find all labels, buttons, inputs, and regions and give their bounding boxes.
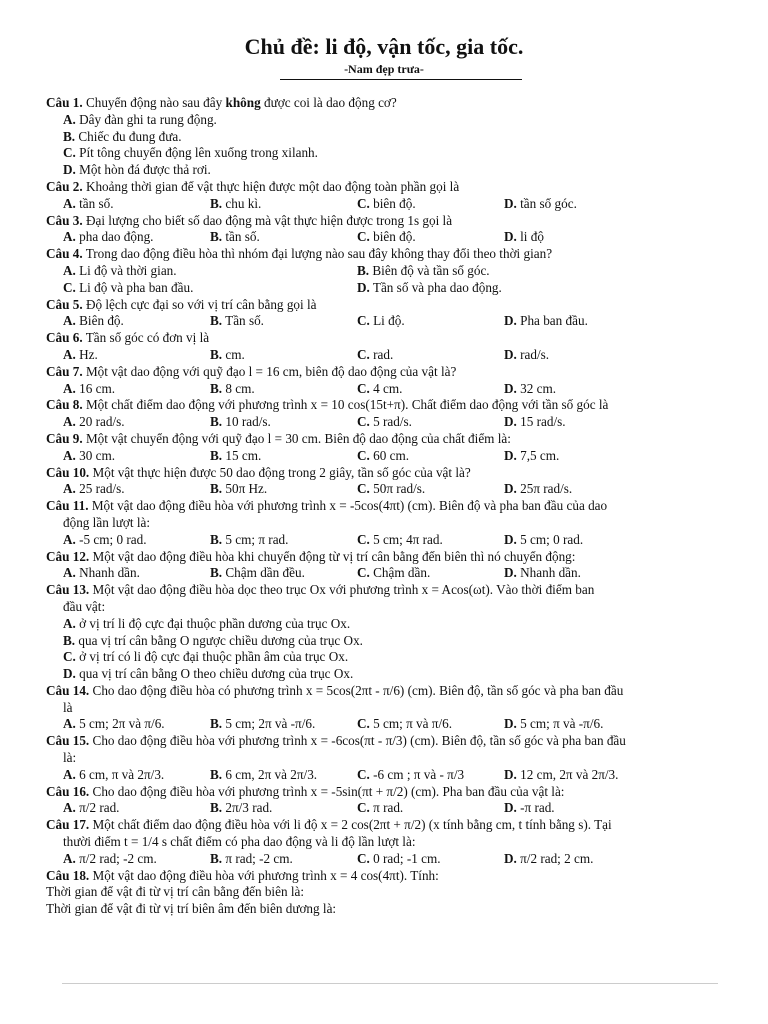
- question-list: [46, 95, 726, 918]
- question-text: Một vật dao động với quỹ đạo l = 16 cm, biên độ dao động của vật là?: [82, 363, 457, 379]
- question-stem: [46, 733, 726, 750]
- option-text: Chậm dần.: [369, 565, 431, 581]
- answer-option: [63, 633, 726, 650]
- option-key: D.: [504, 850, 517, 866]
- question-number: Câu 11.: [46, 498, 89, 514]
- option-group: [46, 851, 726, 868]
- question-text: Một vật dao động điều hòa với phương trình x = -5cos(4πt) (cm). Biên độ và pha ban đầu của dao: [88, 498, 608, 514]
- option-text: cm.: [222, 346, 245, 362]
- answer-option: [63, 129, 726, 146]
- option-group: [46, 381, 726, 398]
- question-continuation: thười điểm t = 1/4 s chất điểm có pha dao động và li độ lần lượt là:: [63, 834, 416, 850]
- option-key: D.: [504, 766, 517, 782]
- answer-option: [63, 112, 726, 129]
- option-text: Tần số và pha dao động.: [369, 279, 502, 295]
- answer-option: [210, 716, 357, 733]
- option-group: [46, 616, 726, 683]
- question-number: Câu 15.: [46, 733, 90, 749]
- option-text: π/2 rad; -2 cm.: [75, 850, 157, 866]
- option-key: D.: [504, 481, 517, 497]
- question-text: Một vật dao động điều hòa dọc theo trục Ox với phương trình x = Acos(ωt). Vào thời điểm ban: [89, 582, 595, 598]
- option-text: Hz.: [75, 346, 98, 362]
- option-text: π/2 rad; 2 cm.: [516, 850, 594, 866]
- question-line: Thời gian để vật đi từ vị trí cân bằng đến biên là:: [46, 884, 305, 900]
- option-key: C.: [357, 447, 370, 463]
- answer-option: [357, 347, 504, 364]
- answer-option: [357, 263, 651, 280]
- option-key: C.: [357, 229, 370, 245]
- answer-option: [63, 666, 726, 683]
- question-stem: [46, 95, 726, 112]
- question-number: Câu 5.: [46, 296, 83, 312]
- option-key: B.: [210, 447, 223, 463]
- answer-option: [357, 767, 504, 784]
- question-text: Một vật chuyển động với quỹ đạo l = 30 cm. Biên độ dao động của chất điểm là:: [82, 430, 511, 446]
- option-text: 16 cm.: [75, 380, 116, 396]
- option-text: pha dao động.: [75, 229, 154, 245]
- option-key: A.: [63, 380, 76, 396]
- option-group: [46, 448, 726, 465]
- option-group: [46, 229, 726, 246]
- option-key: A.: [63, 414, 76, 430]
- option-key: C.: [357, 380, 370, 396]
- question-stem: [46, 330, 726, 347]
- answer-option: [63, 381, 210, 398]
- option-key: C.: [357, 565, 370, 581]
- option-text: π rad; -2 cm.: [222, 850, 293, 866]
- answer-option: [357, 532, 504, 549]
- option-text: 8 cm.: [222, 380, 255, 396]
- answer-option: [504, 716, 651, 733]
- question-number: Câu 9.: [46, 430, 83, 446]
- question-number: Câu 12.: [46, 548, 90, 564]
- option-key: C.: [357, 850, 370, 866]
- answer-option: [504, 851, 651, 868]
- answer-option: [210, 767, 357, 784]
- question-stem: [46, 868, 726, 885]
- question-continuation: là: [63, 699, 73, 715]
- option-key: D.: [504, 447, 517, 463]
- answer-option: [504, 381, 651, 398]
- option-key: B.: [63, 632, 76, 648]
- option-text: 5 cm; π và -π/6.: [516, 716, 604, 732]
- question-stem: [46, 246, 726, 263]
- option-key: D.: [504, 229, 517, 245]
- option-text: chu kì.: [222, 195, 262, 211]
- option-key: A.: [63, 229, 76, 245]
- question-number: Câu 6.: [46, 330, 83, 346]
- option-key: A.: [63, 447, 76, 463]
- title-divider: [280, 79, 522, 80]
- answer-option: [210, 851, 357, 868]
- option-key: D.: [63, 666, 76, 682]
- answer-option: [210, 347, 357, 364]
- option-text: rad.: [369, 346, 394, 362]
- option-key: C.: [357, 346, 370, 362]
- option-group: [46, 347, 726, 364]
- option-text: rad/s.: [516, 346, 550, 362]
- question-text: Một chất điểm dao động điều hòa với li độ x = 2 cos(2πt + π/2) (x tính bằng cm, t tính bằng s). Tại: [89, 817, 612, 833]
- option-key: D.: [63, 162, 76, 178]
- option-key: D.: [504, 531, 517, 547]
- question-text: Trong dao động điều hòa thì nhóm đại lượng nào sau đây không thay đổi theo thời gian?: [82, 246, 553, 262]
- answer-option: [504, 565, 651, 582]
- option-group: [46, 532, 726, 549]
- option-key: C.: [357, 195, 370, 211]
- option-key: D.: [357, 279, 370, 295]
- option-key: A.: [63, 615, 76, 631]
- answer-option: [63, 616, 726, 633]
- question-stem: [46, 498, 726, 515]
- answer-option: [357, 229, 504, 246]
- option-key: A.: [63, 766, 76, 782]
- option-text: li độ: [516, 229, 544, 245]
- option-text: biên độ.: [369, 229, 416, 245]
- question-number: Câu 14.: [46, 682, 90, 698]
- question-stem: [46, 465, 726, 482]
- question-number: Câu 2.: [46, 178, 83, 194]
- option-text: -5 cm; 0 rad.: [75, 531, 147, 547]
- option-key: D.: [504, 195, 517, 211]
- question-continuation: động lần lượt là:: [63, 514, 151, 530]
- option-text: 6 cm, π và 2π/3.: [75, 766, 165, 782]
- option-key: B.: [210, 800, 223, 816]
- option-text: Li độ.: [369, 313, 405, 329]
- option-text: 5 cm; 0 rad.: [516, 531, 584, 547]
- option-text: Pít tông chuyển động lên xuống trong xilanh.: [75, 145, 318, 161]
- option-key: B.: [210, 229, 223, 245]
- answer-option: [357, 414, 504, 431]
- option-text: 5 cm; π rad.: [222, 531, 289, 547]
- answer-option: [210, 196, 357, 213]
- answer-option: [63, 145, 726, 162]
- option-text: 5 cm; 4π rad.: [369, 531, 443, 547]
- option-key: D.: [504, 800, 517, 816]
- question-stem: [46, 582, 726, 599]
- option-key: C.: [63, 279, 76, 295]
- option-key: B.: [210, 380, 223, 396]
- option-text: Pha ban đầu.: [516, 313, 588, 329]
- option-text: 2π/3 rad.: [222, 800, 273, 816]
- option-key: B.: [210, 716, 223, 732]
- answer-option: [504, 196, 651, 213]
- answer-option: [63, 767, 210, 784]
- option-key: B.: [210, 313, 223, 329]
- option-key: A.: [63, 800, 76, 816]
- option-key: C.: [357, 313, 370, 329]
- question-number: Câu 17.: [46, 817, 90, 833]
- option-key: D.: [504, 346, 517, 362]
- option-text: Chiếc đu đung đưa.: [75, 128, 182, 144]
- answer-option: [357, 448, 504, 465]
- option-text: 6 cm, 2π và 2π/3.: [222, 766, 318, 782]
- option-group: [46, 800, 726, 817]
- option-key: B.: [63, 128, 76, 144]
- question-stem: [46, 213, 726, 230]
- option-group: [46, 263, 726, 297]
- option-text: 5 cm; 2π và -π/6.: [222, 716, 316, 732]
- page-title: Chủ đề: li độ, vận tốc, gia tốc.: [244, 34, 524, 59]
- footer-divider: [62, 983, 718, 984]
- option-text: Nhanh dần.: [75, 565, 140, 581]
- option-key: D.: [504, 565, 517, 581]
- question-text: Tần số góc có đơn vị là: [82, 330, 210, 346]
- question-stem: [46, 297, 726, 314]
- question-line: Thời gian để vật đi từ vị trí biên âm đến biên dương là:: [46, 901, 337, 917]
- option-key: A.: [63, 313, 76, 329]
- option-key: C.: [63, 649, 76, 665]
- option-text: Li độ và thời gian.: [75, 262, 177, 278]
- option-text: 5 cm; 2π và π/6.: [75, 716, 165, 732]
- option-group: [46, 414, 726, 431]
- answer-option: [504, 229, 651, 246]
- answer-option: [210, 800, 357, 817]
- question-text: Cho dao động điều hòa có phương trình x = 5cos(2πt - π/6) (cm). Biên độ, tần số góc và pha ban đầu: [89, 682, 624, 698]
- question-emphasis: không: [225, 95, 261, 110]
- option-text: biên độ.: [369, 195, 416, 211]
- option-text: -π rad.: [516, 800, 555, 816]
- answer-option: [504, 414, 651, 431]
- answer-option: [63, 481, 210, 498]
- answer-option: [63, 162, 726, 179]
- answer-option: [357, 313, 504, 330]
- answer-option: [504, 347, 651, 364]
- option-key: C.: [357, 716, 370, 732]
- option-text: Một hòn đá được thả rơi.: [75, 162, 211, 178]
- answer-option: [504, 481, 651, 498]
- answer-option: [63, 229, 210, 246]
- answer-option: [63, 448, 210, 465]
- option-key: A.: [63, 481, 76, 497]
- answer-option: [63, 716, 210, 733]
- option-text: 25π rad/s.: [516, 481, 573, 497]
- answer-option: [63, 263, 357, 280]
- option-key: B.: [210, 481, 223, 497]
- question-text: Một chất điểm dao động với phương trình x = 10 cos(15t+π). Chất điểm dao động với tần số góc là: [82, 397, 609, 413]
- answer-option: [210, 565, 357, 582]
- option-text: ở vị trí li độ cực đại thuộc phần dương của trục Ox.: [75, 615, 351, 631]
- option-key: A.: [63, 531, 76, 547]
- question-text: Đại lượng cho biết số dao động mà vật thực hiện được trong 1s gọi là: [82, 212, 453, 228]
- option-text: Nhanh dần.: [516, 565, 581, 581]
- option-key: B.: [210, 766, 223, 782]
- question-number: Câu 10.: [46, 464, 90, 480]
- answer-option: [63, 196, 210, 213]
- option-key: C.: [63, 145, 76, 161]
- answer-option: [210, 448, 357, 465]
- option-key: B.: [210, 195, 223, 211]
- question-stem: [46, 364, 726, 381]
- option-text: tần số.: [222, 229, 260, 245]
- answer-option: [63, 649, 726, 666]
- answer-option: [210, 532, 357, 549]
- question-text: Độ lệch cực đại so với vị trí cân bằng gọi là: [82, 296, 317, 312]
- answer-option: [357, 280, 651, 297]
- answer-option: [504, 767, 651, 784]
- question-text: Một vật dao động điều hòa với phương trình x = 4 cos(4πt). Tính:: [89, 867, 439, 883]
- answer-option: [63, 800, 210, 817]
- option-key: C.: [357, 414, 370, 430]
- answer-option: [504, 448, 651, 465]
- answer-option: [210, 481, 357, 498]
- option-text: ở vị trí có li độ cực đại thuộc phần âm của trục Ox.: [75, 649, 349, 665]
- answer-option: [357, 716, 504, 733]
- answer-option: [63, 414, 210, 431]
- option-key: B.: [210, 531, 223, 547]
- option-text: 7,5 cm.: [516, 447, 560, 463]
- option-key: A.: [63, 850, 76, 866]
- option-key: A.: [63, 111, 76, 127]
- question-number: Câu 16.: [46, 783, 90, 799]
- option-text: 32 cm.: [516, 380, 557, 396]
- page-subtitle: -Nam đẹp trưa-: [344, 62, 424, 76]
- option-key: D.: [504, 414, 517, 430]
- option-text: 60 cm.: [369, 447, 410, 463]
- option-text: 10 rad/s.: [222, 414, 271, 430]
- option-key: B.: [357, 262, 370, 278]
- question-stem: [46, 397, 726, 414]
- option-text: qua vị trí cân bằng O ngược chiều dương của trục Ox.: [75, 632, 363, 648]
- question-number: Câu 18.: [46, 867, 90, 883]
- option-text: tần số.: [75, 195, 114, 211]
- question-text: Một vật thực hiện được 50 dao động trong 2 giây, tần số góc của vật là?: [89, 464, 471, 480]
- answer-option: [63, 313, 210, 330]
- answer-option: [63, 280, 357, 297]
- option-group: [46, 716, 726, 733]
- answer-option: [210, 414, 357, 431]
- answer-option: [357, 800, 504, 817]
- question-text: Một vật dao động điều hòa khi chuyển động từ vị trí cân bằng đến biên thì nó chuyển động:: [89, 548, 576, 564]
- option-text: 4 cm.: [369, 380, 403, 396]
- option-text: 20 rad/s.: [75, 414, 125, 430]
- option-text: Li độ và pha ban đầu.: [75, 279, 194, 295]
- option-group: [46, 196, 726, 213]
- option-text: Biên độ và tần số góc.: [369, 262, 490, 278]
- option-key: C.: [357, 766, 370, 782]
- option-key: A.: [63, 565, 76, 581]
- question-text: Cho dao động điều hòa với phương trình x = -6cos(πt - π/3) (cm). Biên độ, tần số góc và pha ban đầu: [89, 733, 626, 749]
- answer-option: [210, 381, 357, 398]
- question-text: Khoảng thời gian để vật thực hiện được một dao động toàn phần gọi là: [82, 178, 460, 194]
- option-key: C.: [357, 531, 370, 547]
- answer-option: [210, 229, 357, 246]
- answer-option: [357, 851, 504, 868]
- answer-option: [63, 347, 210, 364]
- option-text: Tần số.: [222, 313, 264, 329]
- question-stem: [46, 179, 726, 196]
- option-key: C.: [357, 481, 370, 497]
- option-text: Biên độ.: [75, 313, 124, 329]
- option-text: Dây đàn ghi ta rung động.: [75, 111, 217, 127]
- option-key: B.: [210, 850, 223, 866]
- option-text: 5 rad/s.: [369, 414, 412, 430]
- option-text: 25 rad/s.: [75, 481, 125, 497]
- option-group: [46, 767, 726, 784]
- question-stem: [46, 784, 726, 801]
- option-key: D.: [504, 716, 517, 732]
- question-number: Câu 8.: [46, 397, 83, 413]
- answer-option: [357, 565, 504, 582]
- question-stem: [46, 431, 726, 448]
- option-key: B.: [210, 414, 223, 430]
- option-key: C.: [357, 800, 370, 816]
- question-stem: [46, 817, 726, 834]
- question-number: Câu 1.: [46, 95, 83, 110]
- option-group: [46, 313, 726, 330]
- option-text: 15 cm.: [222, 447, 262, 463]
- answer-option: [63, 532, 210, 549]
- option-text: Chậm dần đều.: [222, 565, 305, 581]
- option-key: D.: [504, 313, 517, 329]
- option-text: π rad.: [369, 800, 404, 816]
- question-stem: [46, 683, 726, 700]
- question-text: Cho dao động điều hòa với phương trình x = -5sin(πt + π/2) (cm). Pha ban đầu của vật là:: [89, 783, 565, 799]
- question-number: Câu 13.: [46, 582, 90, 598]
- option-text: 50π rad/s.: [369, 481, 426, 497]
- option-key: A.: [63, 346, 76, 362]
- question-text: Chuyển động nào sau đây: [82, 95, 226, 110]
- question-stem: [46, 549, 726, 566]
- answer-option: [504, 532, 651, 549]
- option-key: B.: [210, 565, 223, 581]
- option-text: 12 cm, 2π và 2π/3.: [516, 766, 619, 782]
- question-continuation: đầu vật:: [63, 598, 106, 614]
- option-text: qua vị trí cân bằng O theo chiều dương của trục Ox.: [75, 666, 354, 682]
- option-key: D.: [504, 380, 517, 396]
- option-key: A.: [63, 262, 76, 278]
- question-number: Câu 3.: [46, 212, 83, 228]
- question-number: Câu 7.: [46, 363, 83, 379]
- answer-option: [63, 565, 210, 582]
- option-text: 5 cm; π và π/6.: [369, 716, 452, 732]
- option-text: -6 cm ; π và - π/3: [369, 766, 465, 782]
- question-text: được coi là dao động cơ?: [260, 95, 397, 110]
- option-key: A.: [63, 195, 76, 211]
- option-key: A.: [63, 716, 76, 732]
- answer-option: [210, 313, 357, 330]
- answer-option: [504, 800, 651, 817]
- answer-option: [63, 851, 210, 868]
- option-group: [46, 481, 726, 498]
- option-text: tần số góc.: [516, 195, 577, 211]
- answer-option: [357, 481, 504, 498]
- option-text: 50π Hz.: [222, 481, 268, 497]
- option-group: [46, 565, 726, 582]
- option-group: [46, 112, 726, 179]
- option-text: 30 cm.: [75, 447, 116, 463]
- answer-option: [357, 381, 504, 398]
- question-continuation: là:: [63, 750, 77, 766]
- option-text: π/2 rad.: [75, 800, 120, 816]
- answer-option: [504, 313, 651, 330]
- option-text: 0 rad; -1 cm.: [369, 850, 441, 866]
- answer-option: [357, 196, 504, 213]
- question-number: Câu 4.: [46, 246, 83, 262]
- option-text: 15 rad/s.: [516, 414, 566, 430]
- option-key: B.: [210, 346, 223, 362]
